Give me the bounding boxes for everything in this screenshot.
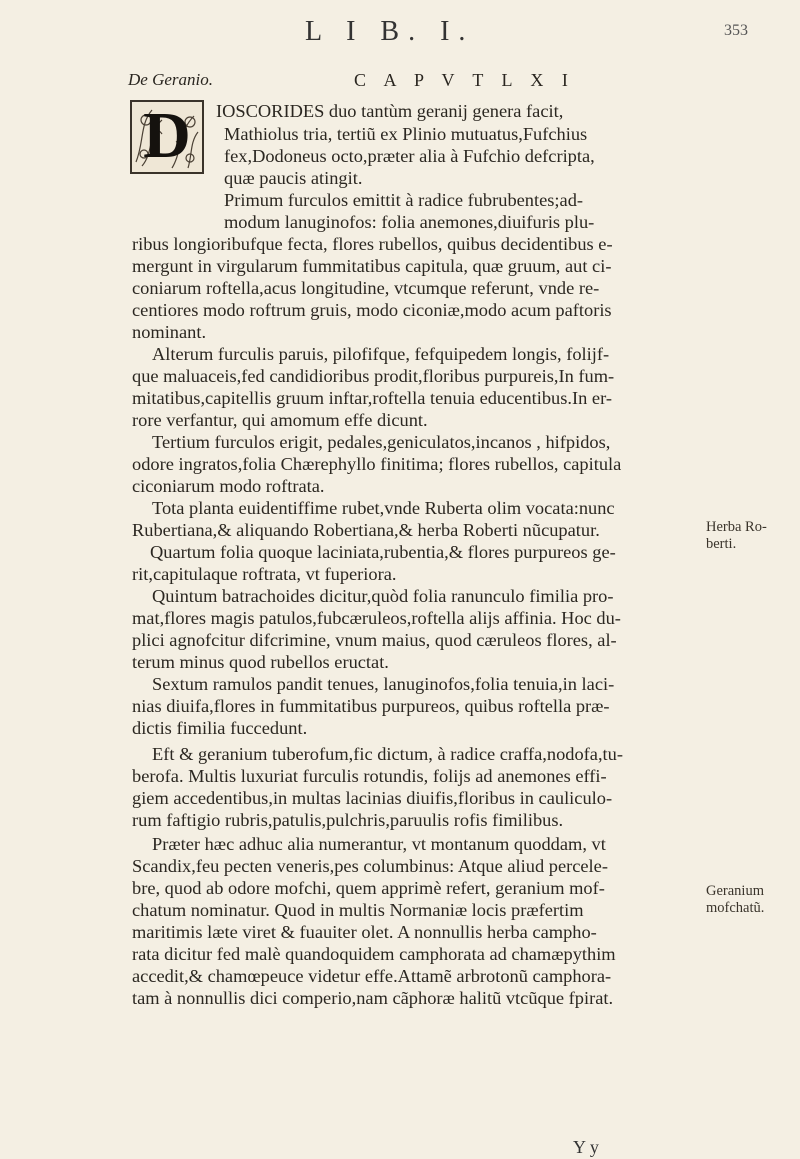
text-line: dictis fimilia fuccedunt. (132, 718, 308, 738)
chapter-heading (0, 70, 800, 96)
text-line: maritimis læte viret & fuauiter olet. A nonnullis herba campho- (132, 922, 597, 942)
text-line: bre, quod ab odore mofchi, quem apprimè refert, geranium mof- (132, 878, 605, 898)
text-line: Scandix,feu pecten veneris,pes columbinus: Atque aliud percele- (132, 856, 608, 876)
text-line: rit,capitulaque roftrata, vt fuperiora. (132, 564, 397, 584)
text-line: Præter hæc adhuc alia numerantur, vt montanum quoddam, vt (152, 834, 606, 854)
text-line: mergunt in virgularum fummitatibus capitula, quæ gruum, aut ci- (132, 256, 612, 276)
margin-note-geranium-moschatum (706, 883, 764, 917)
text-line: accedit,& chamœpeuce videtur effe.Attamẽ arbrotonũ camphora- (132, 966, 612, 986)
running-head (0, 16, 800, 47)
page-number: 353 (724, 22, 748, 39)
text-line: quæ paucis atingit. (224, 168, 363, 188)
text-line: coniarum roftella,acus longitudine, vtcumque referunt, vnde re- (132, 278, 600, 298)
text-line: Quintum batrachoides dicitur,quòd folia ranunculo fimilia pro- (152, 586, 614, 606)
margin-note-line: Geranium (706, 883, 764, 899)
text-line: tam à nonnullis dici comperio,nam cãphoræ halitũ vtcũque fpirat. (132, 988, 614, 1008)
margin-note-line: mofchatũ. (706, 900, 765, 916)
margin-note-line: Herba Ro- (706, 519, 767, 535)
text-line: mat,flores magis patulos,fubcæruleos,roftella alijs affinia. Hoc du- (132, 608, 621, 628)
text-line: centiores modo roftrum gruis, modo ciconiæ,modo acum paftoris (132, 300, 612, 320)
margin-note-herba-roberti (706, 519, 767, 553)
text-line: IOSCORIDES duo tantùm geranij genera facit, (216, 101, 564, 121)
text-line: rata dicitur fed malè quandoquidem camphorata ad chamæpythim (132, 944, 616, 964)
text-line: Rubertiana,& aliquando Robertiana,& herba Roberti nũcupatur. (132, 520, 600, 540)
text-line: Alterum furculis paruis, pilofifque, fefquipedem longis, folijf- (152, 344, 610, 364)
text-line: rum faftigio rubris,patulis,pulchris,paruulis rofis fimilibus. (132, 810, 564, 830)
text-line: Tota planta euidentiffime rubet,vnde Ruberta olim vocata:nunc (152, 498, 615, 518)
text-line: rore verfantur, qui amomum effe dicunt. (132, 410, 428, 430)
text-line: modum lanuginofos: folia anemones,diuifuris plu- (224, 212, 595, 232)
text-line: plici agnofcitur difcrimine, vnum maius, quod cæruleos flores, al- (132, 630, 617, 650)
text-line: Eft & geranium tuberofum,fic dictum, à radice craffa,nodofa,tu- (152, 744, 623, 764)
text-line: ribus longioribufque fecta, flores rubellos, quibus decidentibus e- (132, 234, 613, 254)
text-line: odore ingratos,folia Chærephyllo finitima; flores rubellos, capitula (132, 454, 622, 474)
text-line: berofa. Multis luxuriat furculis rotundis, folijs ad anemones effi- (132, 766, 607, 786)
text-line: que maluaceis,fed candidioribus prodit,floribus purpureis,In fum- (132, 366, 615, 386)
book-number: L I B. I. (305, 16, 475, 47)
text-line: ciconiarum modo roftrata. (132, 476, 325, 496)
initial-letter: D (143, 99, 191, 172)
chapter-number: C A P V T L X I (354, 70, 575, 90)
text-line: Quartum folia quoque laciniata,rubentia,& flores purpureos ge- (150, 542, 616, 562)
text-line: Primum furculos emittit à radice fubrubentes;ad- (224, 190, 584, 210)
text-line: nominant. (132, 322, 207, 342)
text-line: giem accedentibus,in multas lacinias diuifis,floribus in cauliculo- (132, 788, 613, 808)
text-line: chatum nominatur. Quod in multis Normaniæ locis præfertim (132, 900, 584, 920)
margin-note-line: berti. (706, 536, 737, 552)
decorated-initial (130, 100, 204, 174)
text-line: mitatibus,capitellis gruum inftar,roftella tenuia educentibus.In er- (132, 388, 612, 408)
text-line: Tertium furculos erigit, pedales,geniculatos,incanos , hifpidos, (152, 432, 611, 452)
text-line: fex,Dodoneus octo,præter alia à Fufchio defcripta, (224, 146, 595, 166)
chapter-subject: De Geranio. (128, 70, 213, 89)
text-line: Mathiolus tria, tertiũ ex Plinio mutuatus,Fufchius (224, 124, 588, 144)
text-line: terum minus quod rubellos eructat. (132, 652, 389, 672)
signature-mark: Y y (573, 1137, 599, 1157)
text-line: nias diuifa,flores in fummitatibus purpureos, quibus roftella præ- (132, 696, 610, 716)
text-line: Sextum ramulos pandit tenues, lanuginofos,folia tenuia,in laci- (152, 674, 615, 694)
